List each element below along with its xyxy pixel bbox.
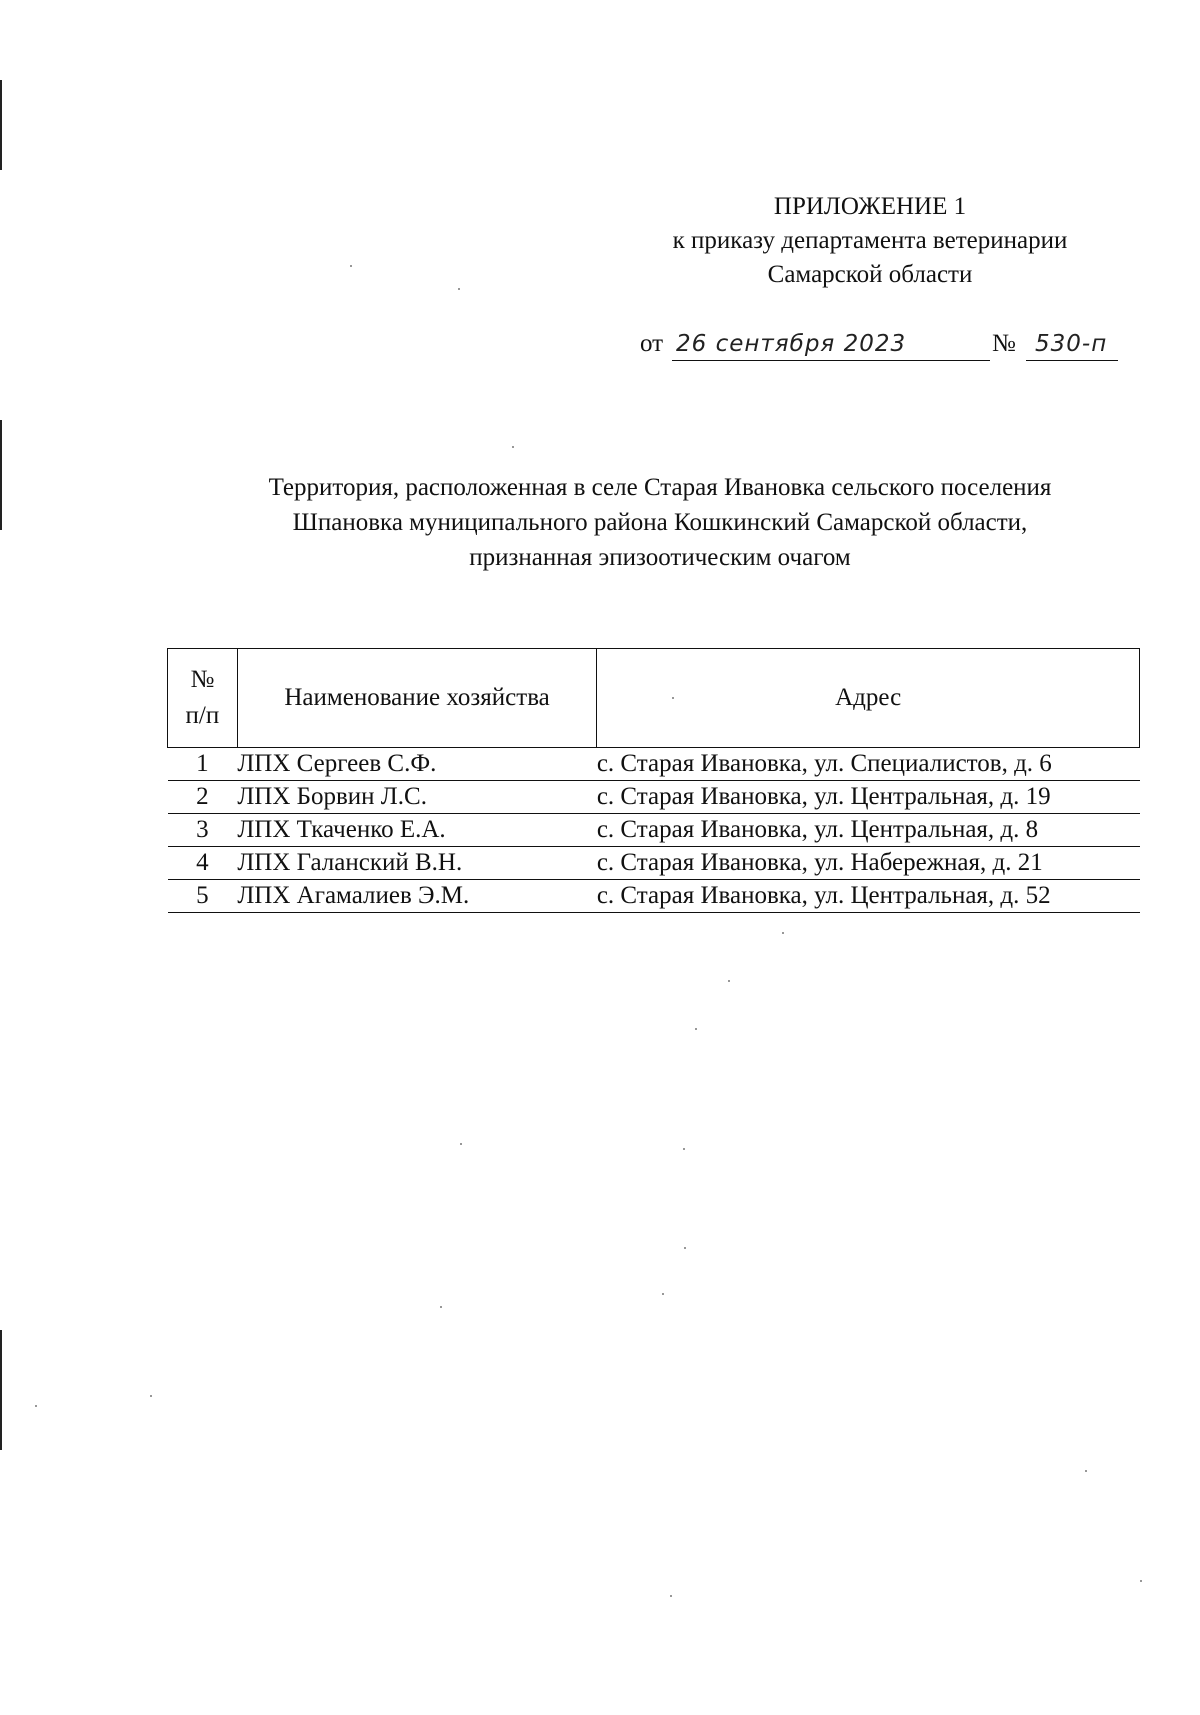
scan-speck <box>1140 1580 1142 1582</box>
table-row <box>168 781 1140 814</box>
scan-edge-mark <box>0 80 2 170</box>
row-number: 3 <box>168 814 238 847</box>
heading-line-1: Территория, расположенная в селе Старая Ивановка сельского поселения <box>268 474 1052 501</box>
row-farm-name: ЛПХ Сергеев С.Ф. <box>237 748 597 781</box>
header-number-symbol: № <box>190 666 215 693</box>
document-heading <box>150 470 1170 575</box>
row-address: с. Старая Ивановка, ул. Центральная, д. 52 <box>597 880 1140 913</box>
scan-speck <box>440 1306 442 1308</box>
scan-speck <box>782 932 784 934</box>
header-farm-name: Наименование хозяйства <box>237 649 597 748</box>
scan-speck <box>695 1028 697 1030</box>
order-from-label: от <box>640 330 664 357</box>
row-farm-name: ЛПХ Ткаченко Е.А. <box>237 814 597 847</box>
table-header-row <box>168 649 1140 748</box>
row-farm-name: ЛПХ Агамалиев Э.М. <box>237 880 597 913</box>
scan-speck <box>350 265 352 267</box>
header-number <box>168 649 238 748</box>
appendix-title: ПРИЛОЖЕНИЕ 1 <box>773 193 967 220</box>
scan-speck <box>1085 1470 1087 1472</box>
row-number: 2 <box>168 781 238 814</box>
scan-speck <box>460 1143 462 1145</box>
table-row <box>168 748 1140 781</box>
order-number-label: № <box>992 330 1016 357</box>
table-row <box>168 814 1140 847</box>
row-address: с. Старая Ивановка, ул. Центральная, д. 8 <box>597 814 1140 847</box>
farms-table <box>167 648 1140 913</box>
scan-speck <box>512 446 514 448</box>
order-number: 530-п <box>1035 331 1108 357</box>
scan-speck <box>684 1247 686 1249</box>
row-number: 5 <box>168 880 238 913</box>
scan-speck <box>35 1405 37 1407</box>
row-address: с. Старая Ивановка, ул. Специалистов, д. 6 <box>597 748 1140 781</box>
scan-speck <box>662 1293 664 1295</box>
scan-speck <box>728 980 730 982</box>
row-farm-name: ЛПХ Борвин Л.С. <box>237 781 597 814</box>
appendix-subtitle: к приказу департамента ветеринарии <box>672 227 1068 254</box>
scan-speck <box>672 697 674 699</box>
appendix-subtitle-region: Самарской области <box>767 261 973 288</box>
scan-edge-mark <box>0 420 2 530</box>
scan-speck <box>683 1148 685 1150</box>
row-number: 1 <box>168 748 238 781</box>
order-number-underline <box>1026 360 1118 361</box>
row-number: 4 <box>168 847 238 880</box>
scan-speck <box>670 1595 672 1597</box>
row-farm-name: ЛПХ Галанский В.Н. <box>237 847 597 880</box>
header-address: Адрес <box>597 649 1140 748</box>
header-number-abbrev: п/п <box>185 702 220 729</box>
table-row <box>168 847 1140 880</box>
order-date-underline <box>672 360 990 361</box>
heading-line-3: признанная эпизоотическим очагом <box>469 544 851 571</box>
scan-edge-mark <box>0 1330 2 1450</box>
row-address: с. Старая Ивановка, ул. Набережная, д. 21 <box>597 847 1140 880</box>
table-row <box>168 880 1140 913</box>
appendix-block <box>620 190 1120 292</box>
scan-speck <box>458 288 460 290</box>
heading-line-2: Шпановка муниципального района Кошкинский Самарской области, <box>292 509 1028 536</box>
row-address: с. Старая Ивановка, ул. Центральная, д. 19 <box>597 781 1140 814</box>
scan-speck <box>150 1395 152 1397</box>
order-date: 26 сентября 2023 <box>676 331 907 357</box>
